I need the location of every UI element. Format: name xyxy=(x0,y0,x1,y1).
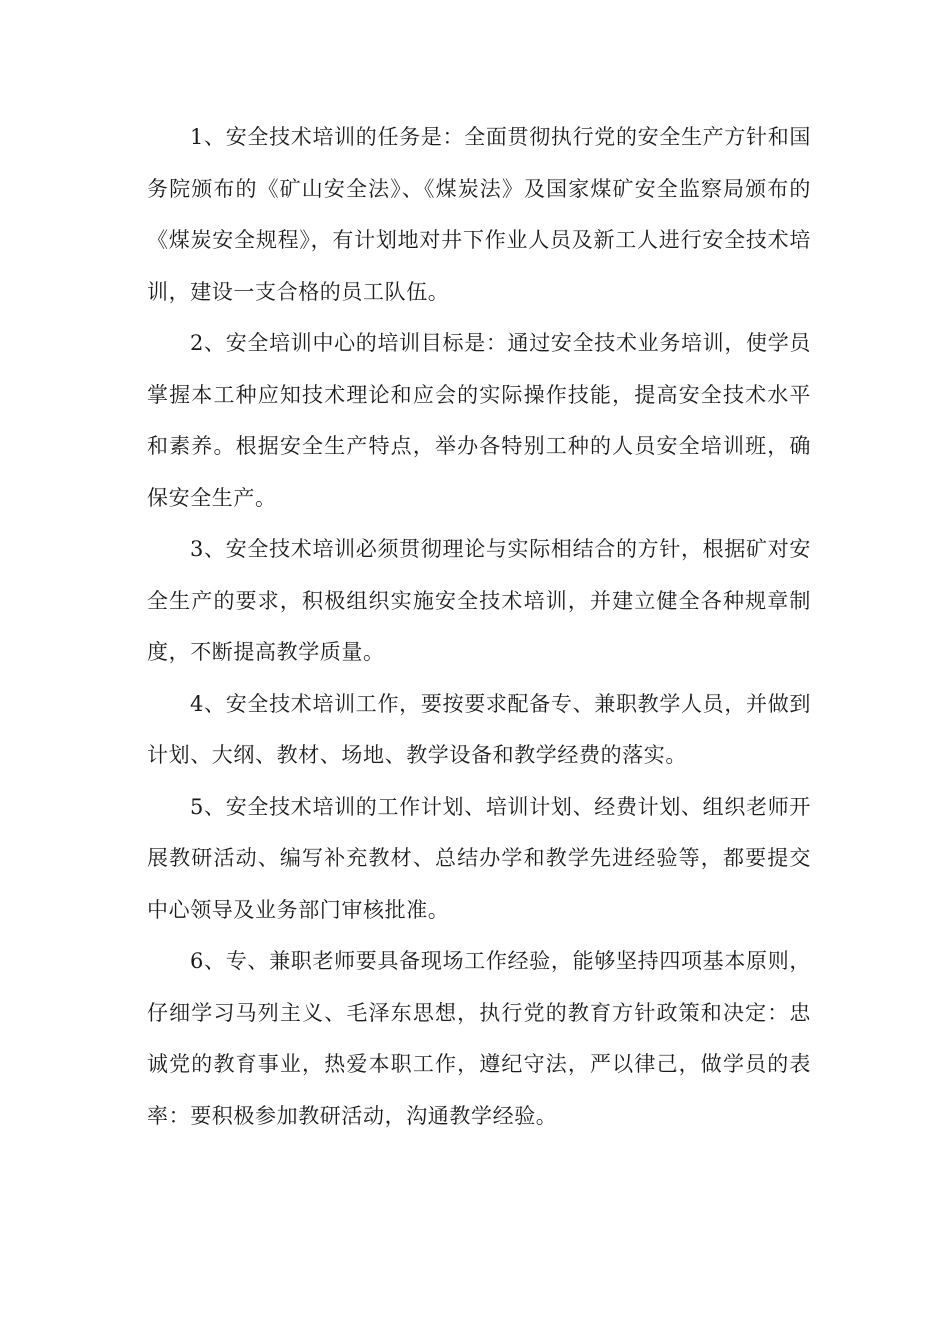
paragraph-2: 2、安全培训中心的培训目标是：通过安全技术业务培训，使学员掌握本工种应知技术理论和应会的实际操作技能，提高安全技术水平和素养。根据安全生产特点，举办各特别工种的人员安全培训班，确保安全生产。 xyxy=(147,331,811,510)
paragraph-4: 4、安全技术培训工作，要按要求配备专、兼职教学人员，并做到计划、大纲、教材、场地、教学设备和教学经费的落实。 xyxy=(147,691,811,767)
paragraph-1: 1、安全技术培训的任务是：全面贯彻执行党的安全生产方针和国务院颁布的《矿山安全法》、《煤炭法》及国家煤矿安全监察局颁布的《煤炭安全规程》，有计划地对井下作业人员及新工人进行安全技术培训，建设一支合格的员工队伍。 xyxy=(147,125,811,304)
document-body xyxy=(147,112,811,1142)
paragraph-6: 6、专、兼职老师要具备现场工作经验，能够坚持四项基本原则，仔细学习马列主义、毛泽东思想，执行党的教育方针政策和决定：忠诚党的教育事业，热爱本职工作，遵纪守法，严以律己，做学员的表率：要积极参加教研活动，沟通教学经验。 xyxy=(147,949,811,1128)
paragraph-5: 5、安全技术培训的工作计划、培训计划、经费计划、组织老师开展教研活动、编写补充教材、总结办学和教学先进经验等，都要提交中心领导及业务部门审核批准。 xyxy=(147,794,811,922)
paragraph-3: 3、安全技术培训必须贯彻理论与实际相结合的方针，根据矿对安全生产的要求，积极组织实施安全技术培训，并建立健全各种规章制度，不断提高教学质量。 xyxy=(147,537,811,664)
